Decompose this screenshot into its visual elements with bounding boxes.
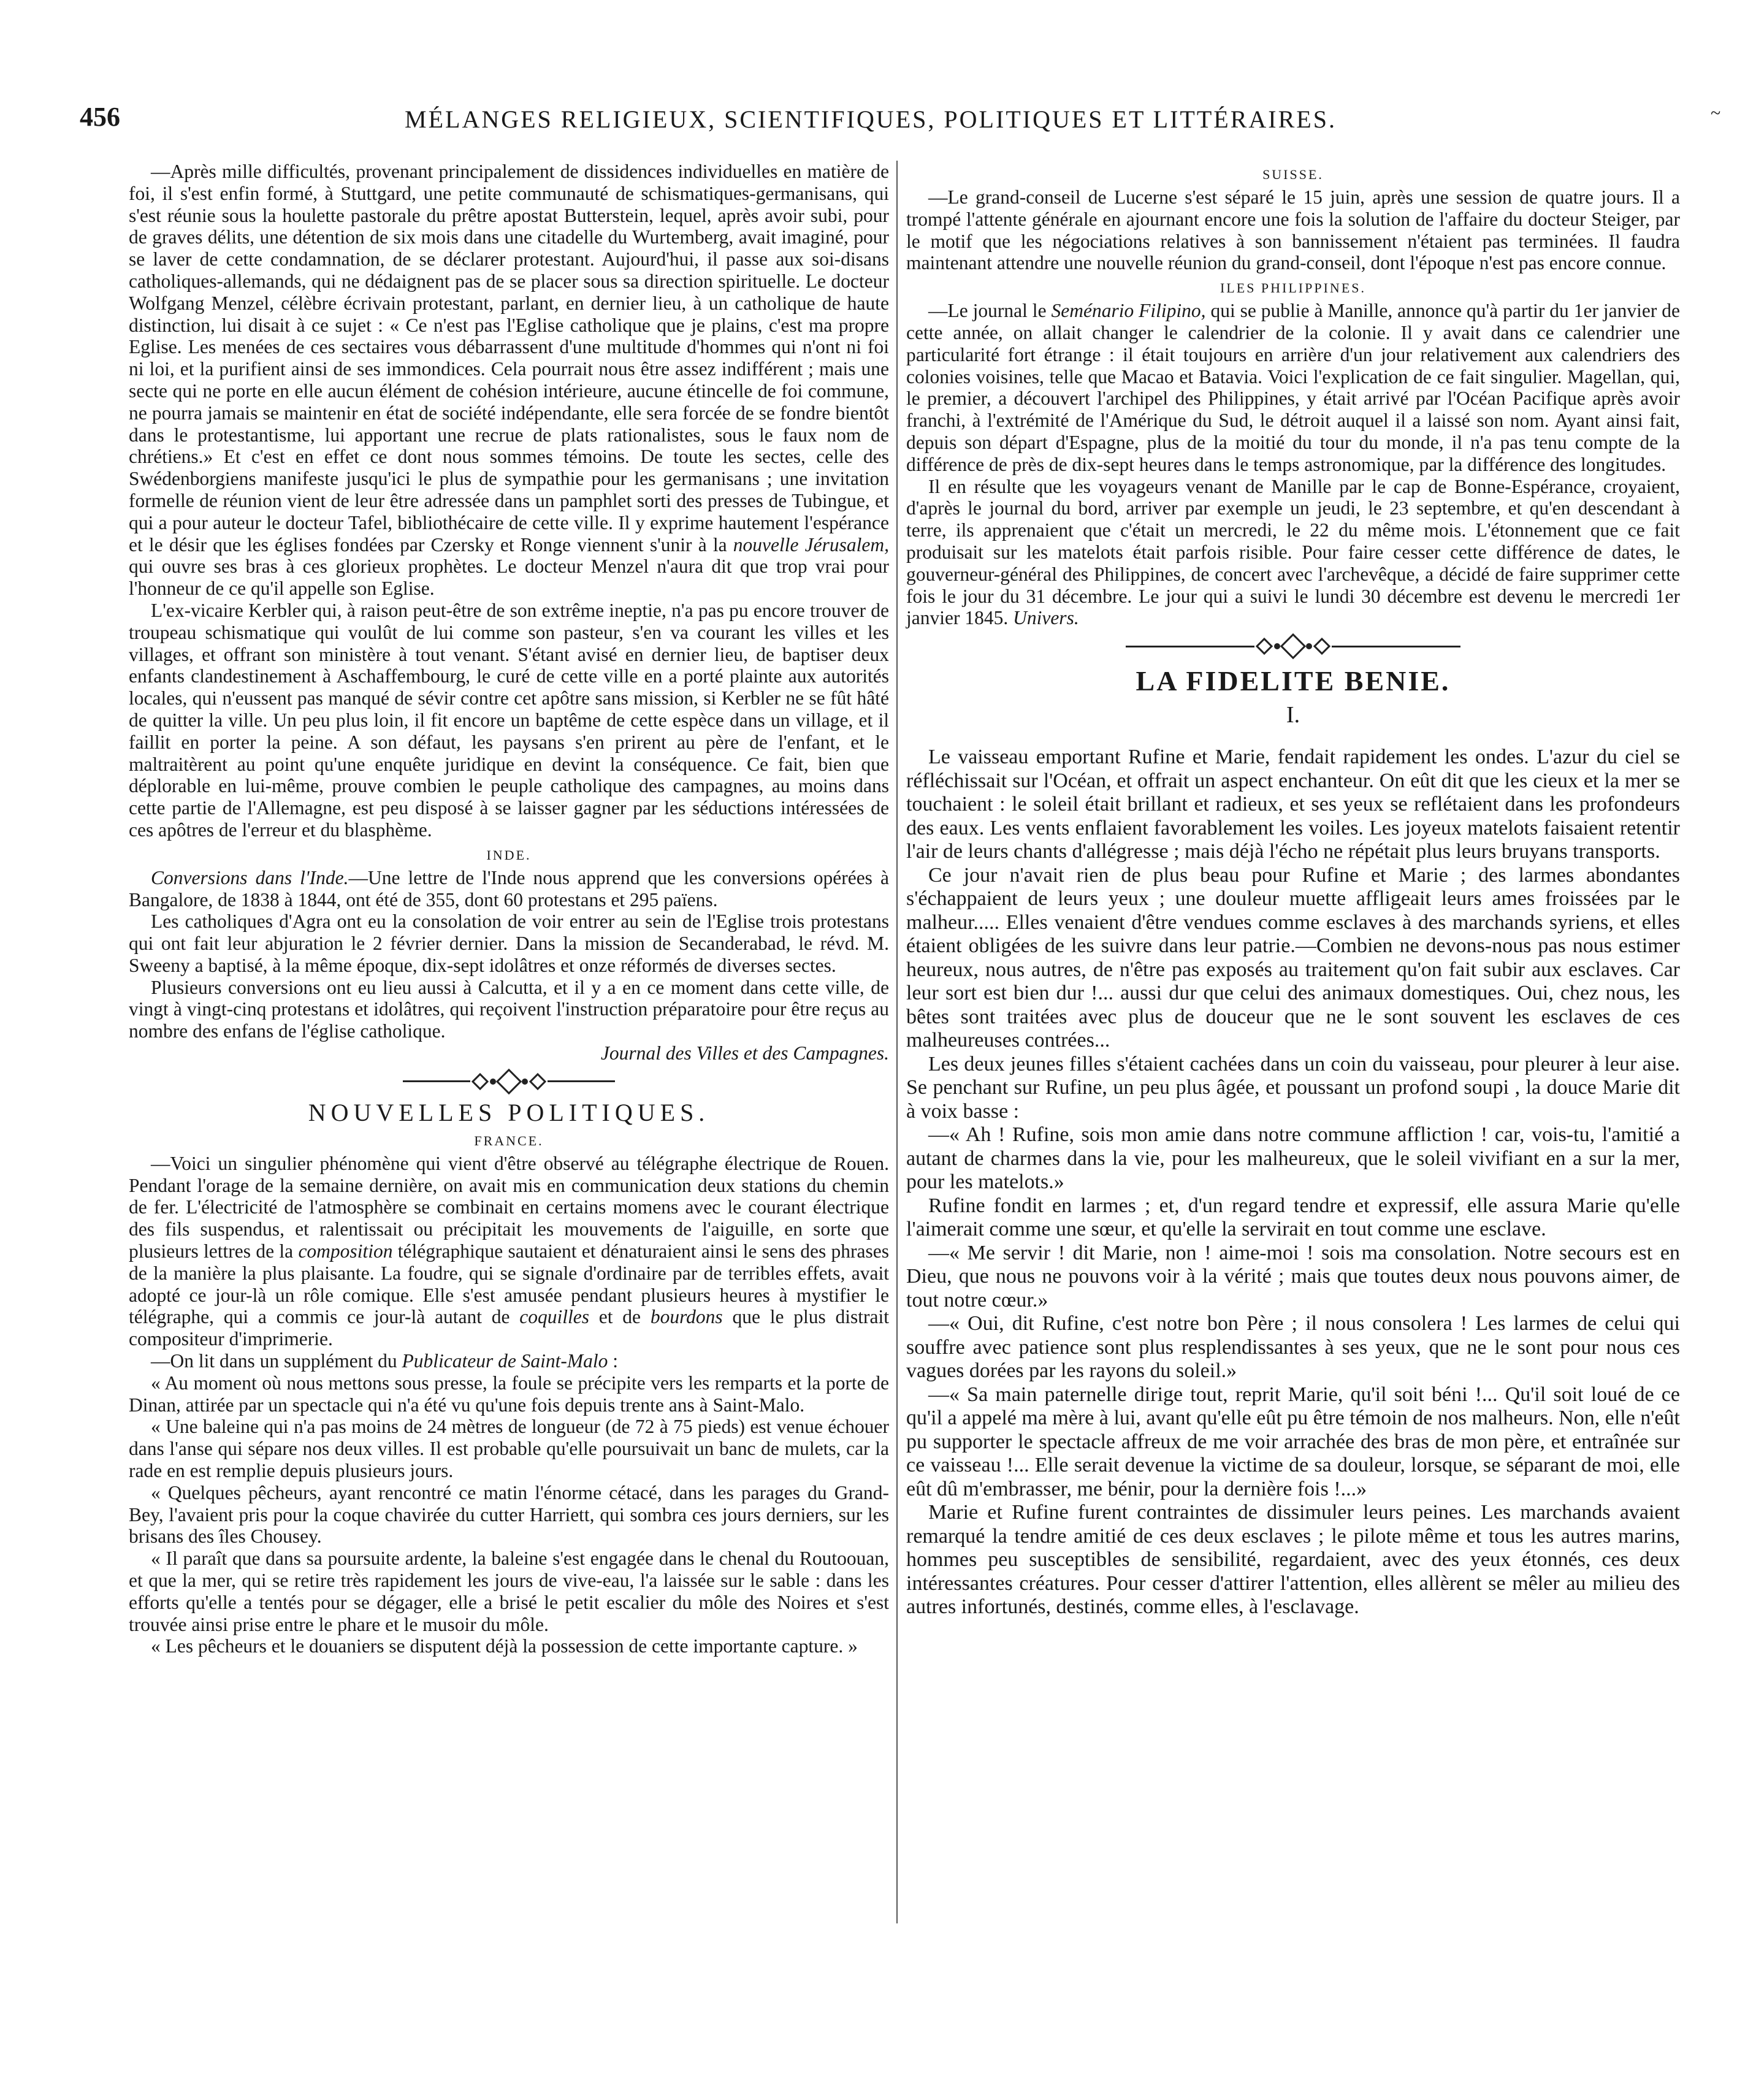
article-calcutta: Plusieurs conversions ont eu lieu aussi à Calcutta, et il y a en ce moment dans cette ville, de vingt à vingt-cinq protestans et idolâtres, qui reçoivent l'instruction préparatoire pour être reçus au nombre des enfans de l'église catholique. xyxy=(129,976,889,1042)
article-kerbler: L'ex-vicaire Kerbler qui, à raison peut-être de son extrême ineptie, n'a pas pu encore trouver de troupeau schismatique qui voulût de lui comme son pasteur, s'en va courant les villes et les villages, et offrant son ministère à tout venant. S'étant avisé en dernier lieu, de baptiser deux enfants clandestinement à Aschaffembourg, le curé de cette ville en a porté plainte aux autorités locales, qui n'eussent pas manqué de sévir contre cet apôtre sans mission, si Kerbler ne se fût hâté de quitter la ville. Un peu plus loin, il fit encore un baptême de cette espèce dans un village, et il faillit en porter la peine. A son défaut, les paysans s'en prirent au père de l'enfant, et le maltraitèrent au point qu'une enquête juridique en devint la conséquence. Ce fait, bien que déplorable en lui-même, prouve combien le peuple catholique des campagnes, au moins dans cette partie de l'Allemagne, est peu disposé à se laisser gagner par les séductions intéressées de ces apôtres de l'erreur et du blasphème. xyxy=(129,599,889,841)
source-signature: Journal des Villes et des Campagnes. xyxy=(600,1042,889,1064)
article-saint-malo-4: « Il paraît que dans sa poursuite ardente, la baleine s'est engagée dans le chenal du Routoouan, et que la mer, qui se retire très rapidement les jours de vive-eau, l'a laissée sur le sable : dans les efforts qu'elle a tentés pour se dégager, elle a brisé le petit escalier du môle des Noires et s'est trouvée ainsi prise entre le phare et le musoir du môle. xyxy=(129,1548,889,1635)
article-saint-malo-5: « Les pêcheurs et le douaniers se disputent déjà la possession de cette importante capture. » xyxy=(151,1635,858,1657)
story-paragraph: Le vaisseau emportant Rufine et Marie, fendait rapidement les ondes. L'azur du ciel se réfléchissait sur l'Océan, et offrait un aspect enchanteur. On eût dit que les cieux et la mer se touchaient : le soleil était brillant et radieux, et ses yeux se reflétaient dans les profondeurs des eaux. Les vents enflaient favorablement les voiles. Les joyeux matelots faisaient retentir l'air de leurs chants d'allégresse ; mais déjà l'écho ne répétait plus leurs bruyans transports. xyxy=(906,746,1680,863)
article-manille: Il en résulte que les voyageurs venant de Manille par le cap de Bonne-Espérance, croyaient, d'après le journal du bord, arriver par exemple un jeudi, le 23 septembre, et qu'en descendant à terre, ils apprenaient que c'était un mercredi, le 22 du même mois. L'étonnement que ce fait produisait sur les matelots était parfois risible. Pour faire cesser cette différence de dates, le gouverneur-général des Philippines, de concert avec l'archevêque, a décidé de faire supprimer cette fois le jour du 31 décembre. Le jour qui a suivi le lundi 30 décembre est devenu le mercredi 1er janvier 1845. Univers. xyxy=(906,475,1680,629)
page-number: 456 xyxy=(80,102,120,132)
article-saint-malo-2: « Une baleine qui n'a pas moins de 24 mètres de longueur (de 72 à 75 pieds) est venue échouer dans l'anse qui sépare nos deux villes. Il est probable qu'elle poursuivait un banc de mulets, car la rade en est remplie depuis plusieurs jours. xyxy=(129,1416,889,1482)
story-paragraph: —« Me servir ! dit Marie, non ! aime-moi ! sois ma consolation. Notre secours est en Dieu, que nous ne pouvons voir à la vérité ; mais que toutes deux nous pouvons aimer, de tout notre cœur.» xyxy=(906,1241,1680,1312)
section-head-inde: INDE. xyxy=(486,847,532,863)
story-paragraph: Rufine fondit en larmes ; et, d'un regard tendre et expressif, elle assura Marie qu'elle l'aimerait comme une sœur, et qu'elle la servirait en tout comme une esclave. xyxy=(906,1194,1680,1241)
section-head-philippines: ILES PHILIPPINES. xyxy=(1220,280,1366,296)
column-rule xyxy=(896,161,898,1923)
section-head-suisse: SUISSE. xyxy=(1262,167,1324,182)
running-head xyxy=(80,101,1662,144)
story-paragraph: Ce jour n'avait rien de plus beau pour Rufine et Marie ; des larmes abondantes s'échappaient de leurs yeux ; une douleur muette affligeait leurs ames froissées par le malheur..... Elles venaient d'être vendues comme esclaves à des marchands syriens, et elles étaient obligées de les suivre dans leur patrie.—Combien ne devons-nous pas nous estimer heureux, nous autres, de n'être pas exposés au traitement qu'on fait subir aux esclaves. Car leur sort est bien dur !... aussi dur que celui des animaux domestiques. Oui, chez nous, les bêtes sont traitées avec plus de douceur que ne le sont souvent les esclaves de ces malheureuses contrées... xyxy=(906,863,1680,1052)
article-conversions-inde: Conversions dans l'Inde.—Une lettre de l'Inde nous apprend que les conversions opérées à Bangalore, de 1838 à 1844, ont été de 355, dont 60 protestans et 295 païens. xyxy=(129,866,889,911)
section-heading-nouvelles-politiques: NOUVELLES POLITIQUES. xyxy=(308,1098,710,1126)
ornament-divider xyxy=(129,1071,889,1093)
story-title: LA FIDELITE BENIE. xyxy=(1136,665,1451,697)
article-saint-malo-3: « Quelques pêcheurs, ayant rencontré ce matin l'énorme cétacé, dans les parages du Grand-Bey, l'avaient pris pour la coque chavirée du cutter Harriett, qui sombra ces jours derniers, sur les brisans des îles Chousey. xyxy=(129,1481,889,1548)
corner-mark: ~ xyxy=(1711,103,1721,123)
story-paragraph: Les deux jeunes filles s'étaient cachées dans un coin du vaisseau, pour pleurer à leur aise. Se penchant sur Rufine, un peu plus âgée, et poussant un profond soupi , la douce Marie dit à voix basse : xyxy=(906,1052,1680,1123)
chapter-number: I. xyxy=(1286,702,1300,728)
article-calendrier: —Le journal le Seménario Filipino, qui se publie à Manille, annonce qu'à partir du 1er janvier de cette année, on allait changer le calendrier de la colonie. Il y avait dans ce calendrier une particularité fort étrange : il était toujours en arrière d'un jour relativement aux calendriers des colonies voisines, telle que Macao et Batavia. Voici l'explication de ce fait singulier. Magellan, qui, le premier, a découvert l'archipel des Philippines, y était arrivé par l'Océan Pacifique après avoir franchi, à l'extrémité de l'Amérique du Sud, le détroit auquel il a laissé son nom. Ayant ainsi fait, depuis son départ d'Espagne, plus de la moitié du tour du monde, il n'a pas tenu compte de la différence de près de dix-sept heures dans le temps astronomique, par la différence des longitudes. xyxy=(906,300,1680,475)
story-paragraph: —« Sa main paternelle dirige tout, reprit Marie, qu'il soit béni !... Qu'il soit loué de ce qu'il a appelé ma mère à lui, avant qu'elle eût pu être témoin de nos malheurs. Non, elle n'eût pu supporter le spectacle affreux de me voir arrachée des bras de mon père, et entraînée sur ce vaisseau !... Elle serait devenue la victime de sa douleur, lorsque, se séparant de moi, elle eût dû m'embrasser, me bénir, pour la dernière fois !...» xyxy=(906,1383,1680,1500)
article-agra: Les catholiques d'Agra ont eu la consolation de voir entrer au sein de l'Eglise trois protestans qui ont fait leur abjuration le 2 février dernier. Dans la mission de Secanderabad, le révd. M. Sweeny a baptisé, à la même époque, dix-sept idolâtres et onze réformés de diverses sectes. xyxy=(129,911,889,976)
article-lucerne: —Le grand-conseil de Lucerne s'est séparé le 15 juin, après une session de quatre jours. Il a trompé l'attente générale en ajournant encore une fois la solution de l'affaire du docteur Steiger, par le motif que les négociations relatives à son bannissement n'étaient pas terminées. Il faudra maintenant attendre une nouvelle réunion du grand-conseil, dont l'époque n'est pas encore connue. xyxy=(906,186,1680,274)
story-paragraph: —« Oui, dit Rufine, c'est notre bon Père ; il nous consolera ! Les larmes de celui qui souffre avec patience sont plus resplendissantes à ses yeux, que ne le sont pour nous ces vagues dorées par les rayons du soleil.» xyxy=(906,1312,1680,1383)
story-body xyxy=(906,746,1680,1619)
article-saint-malo-intro: —On lit dans un supplément du Publicateur de Saint-Malo : xyxy=(151,1350,619,1372)
right-column xyxy=(906,161,1680,1619)
story-paragraph: Marie et Rufine furent contraintes de dissimuler leurs peines. Les marchands avaient remarqué la tendre amitié de ces deux esclaves ; le pilote même et tous les autres marins, hommes peu susceptibles de sensibilité, regardaient, avec des yeux étonnés, ces deux intéressantes créatures. Pour cesser d'attirer l'attention, elles allèrent se mêler au milieu des autres infortunés, destinés, comme elles, à l'esclavage. xyxy=(906,1501,1680,1619)
journal-title: MÉLANGES RELIGIEUX, SCIENTIFIQUES, POLITIQUES ET LITTÉRAIRES. xyxy=(405,105,1337,133)
article-telegraphe: —Voici un singulier phénomène qui vient d'être observé au télégraphe électrique de Rouen. Pendant l'orage de la semaine dernière, on avait mis en communication deux stations du chemin de fer. L'électricité de l'atmosphère se combinait en certains momens avec le courant électrique des fils suspendus, et ralentissait ou précipitait les mouvements de l'aiguille, en sorte que plusieurs lettres de la composition télégraphique sautaient et dénaturaient ainsi le sens des phrases de la manière la plus plaisante. La foudre, qui se signale d'ordinaire par de terribles effets, avait adopté ce jour-là un rôle comique. Elle s'est amusée pendant plusieurs heures à mystifier le télégraphe, qui a commis ce jour-là autant de coquilles et de bourdons que le plus distrait compositeur d'imprimerie. xyxy=(129,1152,890,1350)
article-saint-malo-1: « Au moment où nous mettons sous presse, la foule se précipite vers les remparts et la porte de Dinan, attirée par un spectacle qui n'a été vu qu'une fois depuis trente ans à Saint-Malo. xyxy=(129,1372,889,1416)
article-schismatiques: —Après mille difficultés, provenant principalement de dissidences individuelles en matière de foi, il s'est enfin formé, à Stuttgard, une petite communauté de schismatiques-germanisans, qui s'est réunie sous la houlette pastorale du prêtre apostat Butterstein, lequel, après avoir subi, pour de graves délits, une détention de six mois dans une citadelle du Wurtemberg, avait imaginé, pour se laver de cette condamnation, de se déclarer protestant. Aujourd'hui, il passe aux soi-disans catholiques-allemands, qui ne dédaignent pas de se placer sous sa direction spirituelle. Le docteur Wolfgang Menzel, célèbre écrivain protestant, parlant, en dernier lieu, à un catholique de haute distinction, lui disait à ce sujet : « Ce n'est pas l'Eglise catholique que je plains, c'est ma propre Eglise. Les menées de ces sectaires vous débarrassent d'une multitude d'hommes qui n'ont ni foi ni loi, et la purifient ainsi de ses immondices. Cela pourrait nous être assez indifférent ; mais une secte qui ne porte en elle aucun élément de cohésion intérieure, aucune étincelle de foi commune, ne pourra jamais se maintenir en état de société indépendante, elle sera forcée de se fondre bientôt dans le protestantisme, lui apportant une recrue de plats rationalistes, sous le faux nom de chrétiens.» Et c'est en effet ce dont nous sommes témoins. De toute les sectes, celle des Swédenborgiens manifeste jusqu'ici le plus de sympathie pour les germanisans ; une invitation formelle de réunion vient de leur être adressée dans un pamphlet sorti des presses de Tubingue, et qui a pour auteur le docteur Tafel, bibliothécaire de cette ville. Il y exprime hautement l'espérance et le désir que les églises fondées par Czersky et Ronge viennent s'unir à la nouvelle Jérusalem, qui ouvre ses bras à ces glorieux prophètes. Le docteur Menzel n'aura dit que trop vrai pour l'honneur de ce qu'il appelle son Eglise. xyxy=(129,161,890,600)
ornament-divider-2 xyxy=(906,635,1680,657)
section-head-france: FRANCE. xyxy=(474,1132,544,1148)
left-column xyxy=(129,161,889,1657)
story-paragraph: —« Ah ! Rufine, sois mon amie dans notre commune affliction ! car, vois-tu, l'amitié a autant de charmes dans la vie, pour les malheureux, que le soleil vivifiant en a sur la mer, pour les matelots.» xyxy=(906,1123,1680,1194)
